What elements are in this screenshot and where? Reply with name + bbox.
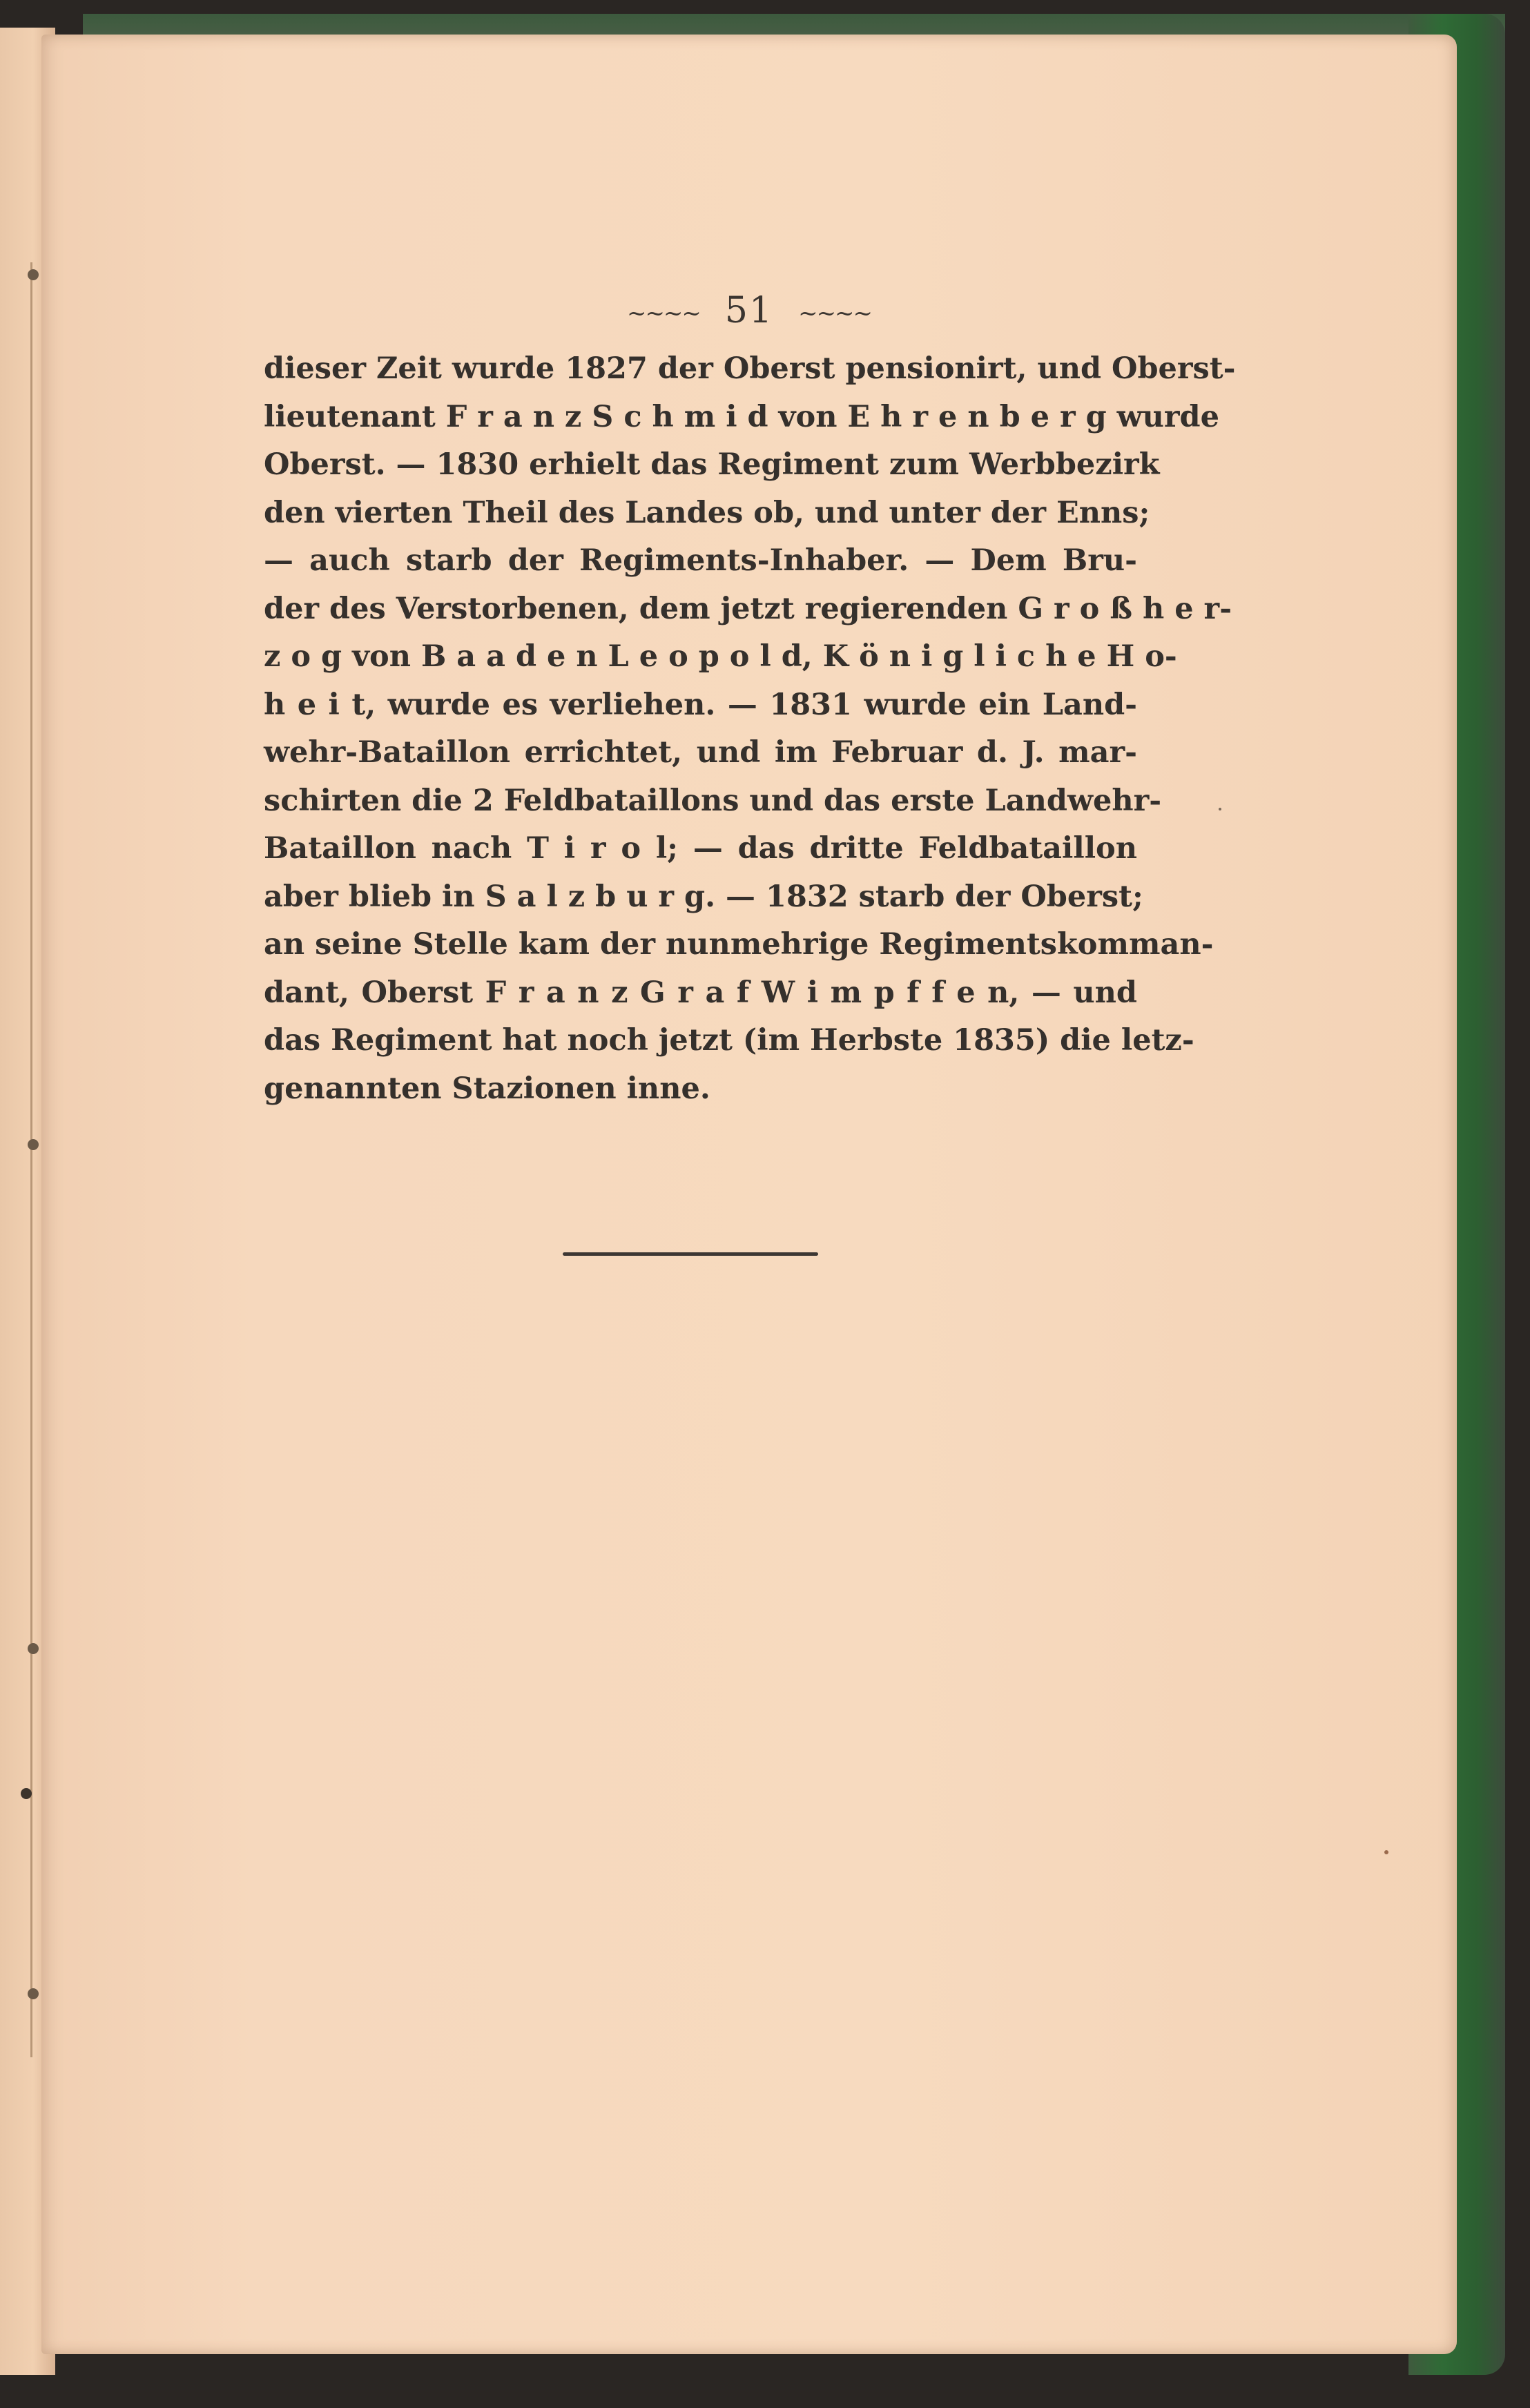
binding-stitch [28, 1988, 39, 1999]
binding-stitch [28, 1643, 39, 1654]
book-page [41, 35, 1457, 2354]
body-text [264, 345, 1236, 1113]
text-line: dieser Zeit wurde 1827 der Oberst pensionirt, und Oberst- [264, 351, 1236, 386]
text-line: aber blieb in S a l z b u r g. — 1832 starb der Oberst; [264, 879, 1143, 914]
page-header [41, 290, 1457, 331]
text-line: wehr-Bataillon errichtet, und im Februar d. J. mar- [264, 735, 1137, 770]
text-line: h e i t, wurde es verliehen. — 1831 wurde ein Land- [264, 687, 1137, 722]
paper-speck [1219, 808, 1221, 810]
ornament-right: ~~~~ [798, 299, 872, 327]
text-line: den vierten Theil des Landes ob, und unter der Enns; [264, 495, 1150, 530]
gutter-line [30, 262, 32, 2057]
text-line: Oberst. — 1830 erhielt das Regiment zum Werbbezirk [264, 447, 1160, 482]
text-line: an seine Stelle kam der nunmehrige Regimentskomman- [264, 927, 1214, 962]
text-line: dant, Oberst F r a n z G r a f W i m p f f e n, — und [264, 975, 1137, 1010]
binding-stitch [28, 269, 39, 280]
ornament-left: ~~~~ [626, 299, 700, 327]
text-line: — auch starb der Regiments-Inhaber. — Dem Bru- [264, 543, 1137, 578]
text-line: genannten Stazionen inne. [264, 1071, 710, 1106]
binding-stitch [28, 1139, 39, 1150]
paper-speck [1384, 1850, 1388, 1854]
section-divider-rule [563, 1252, 818, 1256]
text-line: lieutenant F r a n z S c h m i d von E h r e n b e r g wurde [264, 399, 1219, 434]
binding-stitch [21, 1788, 32, 1799]
text-line: der des Verstorbenen, dem jetzt regierenden G r o ß h e r- [264, 591, 1232, 626]
text-line: Bataillon nach T i r o l; — das dritte Feldbataillon [264, 831, 1137, 866]
text-line: das Regiment hat noch jetzt (im Herbste 1835) die letz- [264, 1023, 1194, 1058]
page-number: 51 [724, 290, 774, 331]
text-line: z o g von B a a d e n L e o p o l d, K ö n i g l i c h e H o- [264, 639, 1177, 674]
text-line: schirten die 2 Feldbataillons und das erste Landwehr- [264, 783, 1162, 818]
